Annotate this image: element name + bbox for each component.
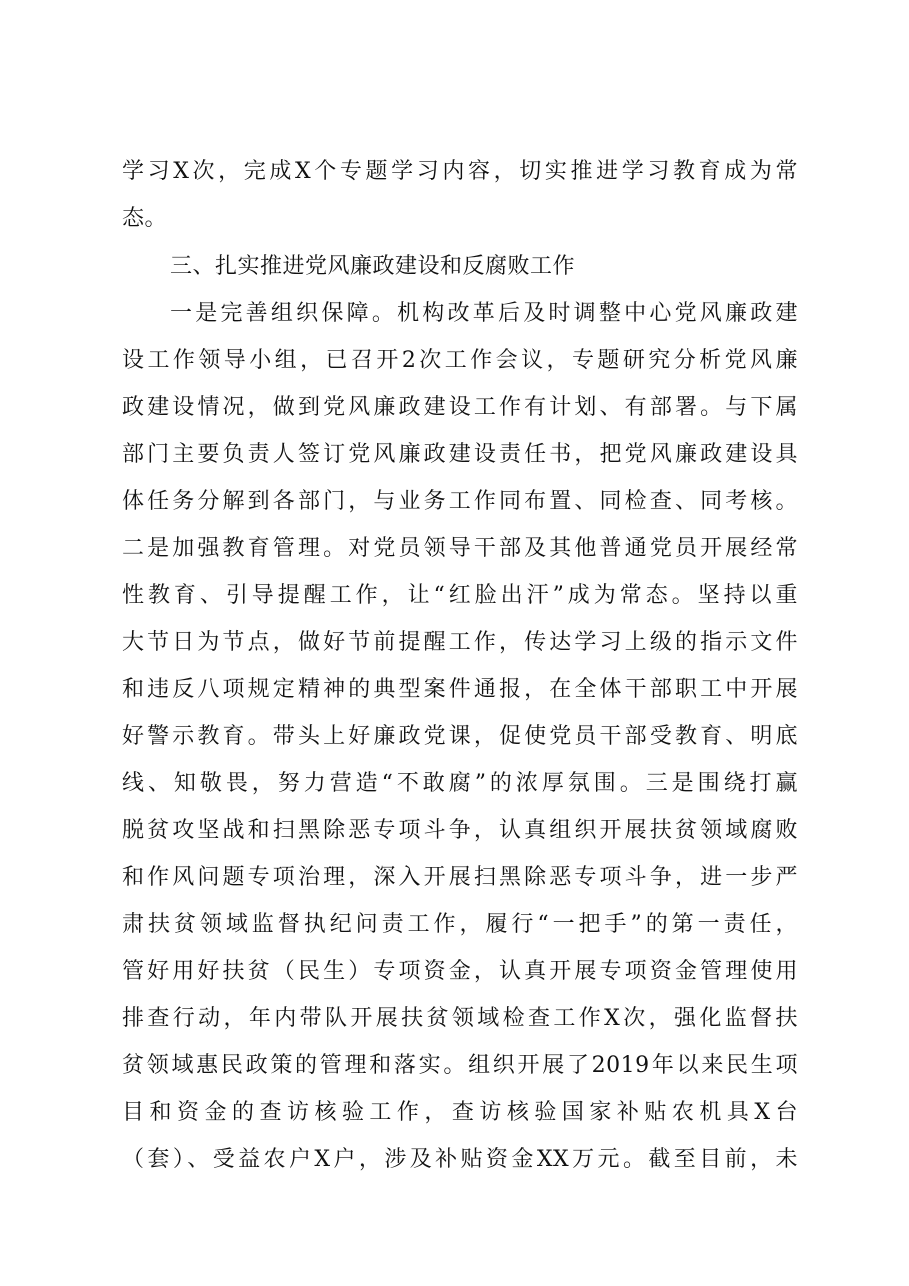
body-line: 和作风问题专项治理，深入开展扫黑除恶专项斗争，进一步严 — [122, 865, 798, 890]
body-line: 大节日为节点，做好节前提醒工作，传达学习上级的指示文件 — [122, 630, 798, 655]
section-heading: 三、扎实推进党风廉政建设和反腐败工作 — [170, 254, 576, 279]
body-line: 目和资金的查访核验工作，查访核验国家补贴农机具X台 — [122, 1100, 798, 1125]
body-line: 态。 — [122, 206, 168, 231]
body-line: 部门主要负责人签订党风廉政建设责任书，把党风廉政建设具 — [122, 442, 798, 467]
body-line: 和违反八项规定精神的典型案件通报，在全体干部职工中开展 — [122, 677, 798, 702]
body-line: 性教育、引导提醒工作，让“红脸出汗”成为常态。坚持以重 — [122, 583, 798, 608]
body-line: 好警示教育。带头上好廉政党课，促使党员干部受教育、明底 — [122, 724, 798, 749]
body-line: 政建设情况，做到党风廉政建设工作有计划、有部署。与下属 — [122, 395, 798, 420]
body-line: 设工作领导小组，已召开2次工作会议，专题研究分析党风廉 — [122, 348, 798, 373]
body-line: 二是加强教育管理。对党员领导干部及其他普通党员开展经常 — [122, 536, 798, 561]
body-line: 线、知敬畏，努力营造“不敢腐”的浓厚氛围。三是围绕打赢 — [122, 771, 798, 796]
body-line: 排查行动，年内带队开展扶贫领域检查工作X次，强化监督扶 — [122, 1006, 798, 1031]
body-line: 学习X次，完成X个专题学习内容，切实推进学习教育成为常 — [122, 159, 798, 184]
body-line: 贫领域惠民政策的管理和落实。组织开展了2019年以来民生项 — [122, 1053, 798, 1078]
body-line: 脱贫攻坚战和扫黑除恶专项斗争，认真组织开展扶贫领域腐败 — [122, 818, 798, 843]
body-line: 管好用好扶贫（民生）专项资金，认真开展专项资金管理使用 — [122, 959, 798, 984]
body-line: 肃扶贫领域监督执纪问责工作，履行“一把手”的第一责任， — [122, 912, 798, 937]
body-line: （套）、受益农户X户，涉及补贴资金XX万元。截至目前，未 — [122, 1147, 798, 1172]
body-line: 一是完善组织保障。机构改革后及时调整中心党风廉政建 — [170, 301, 798, 326]
body-line: 体任务分解到各部门，与业务工作同布置、同检查、同考核。 — [122, 489, 798, 514]
